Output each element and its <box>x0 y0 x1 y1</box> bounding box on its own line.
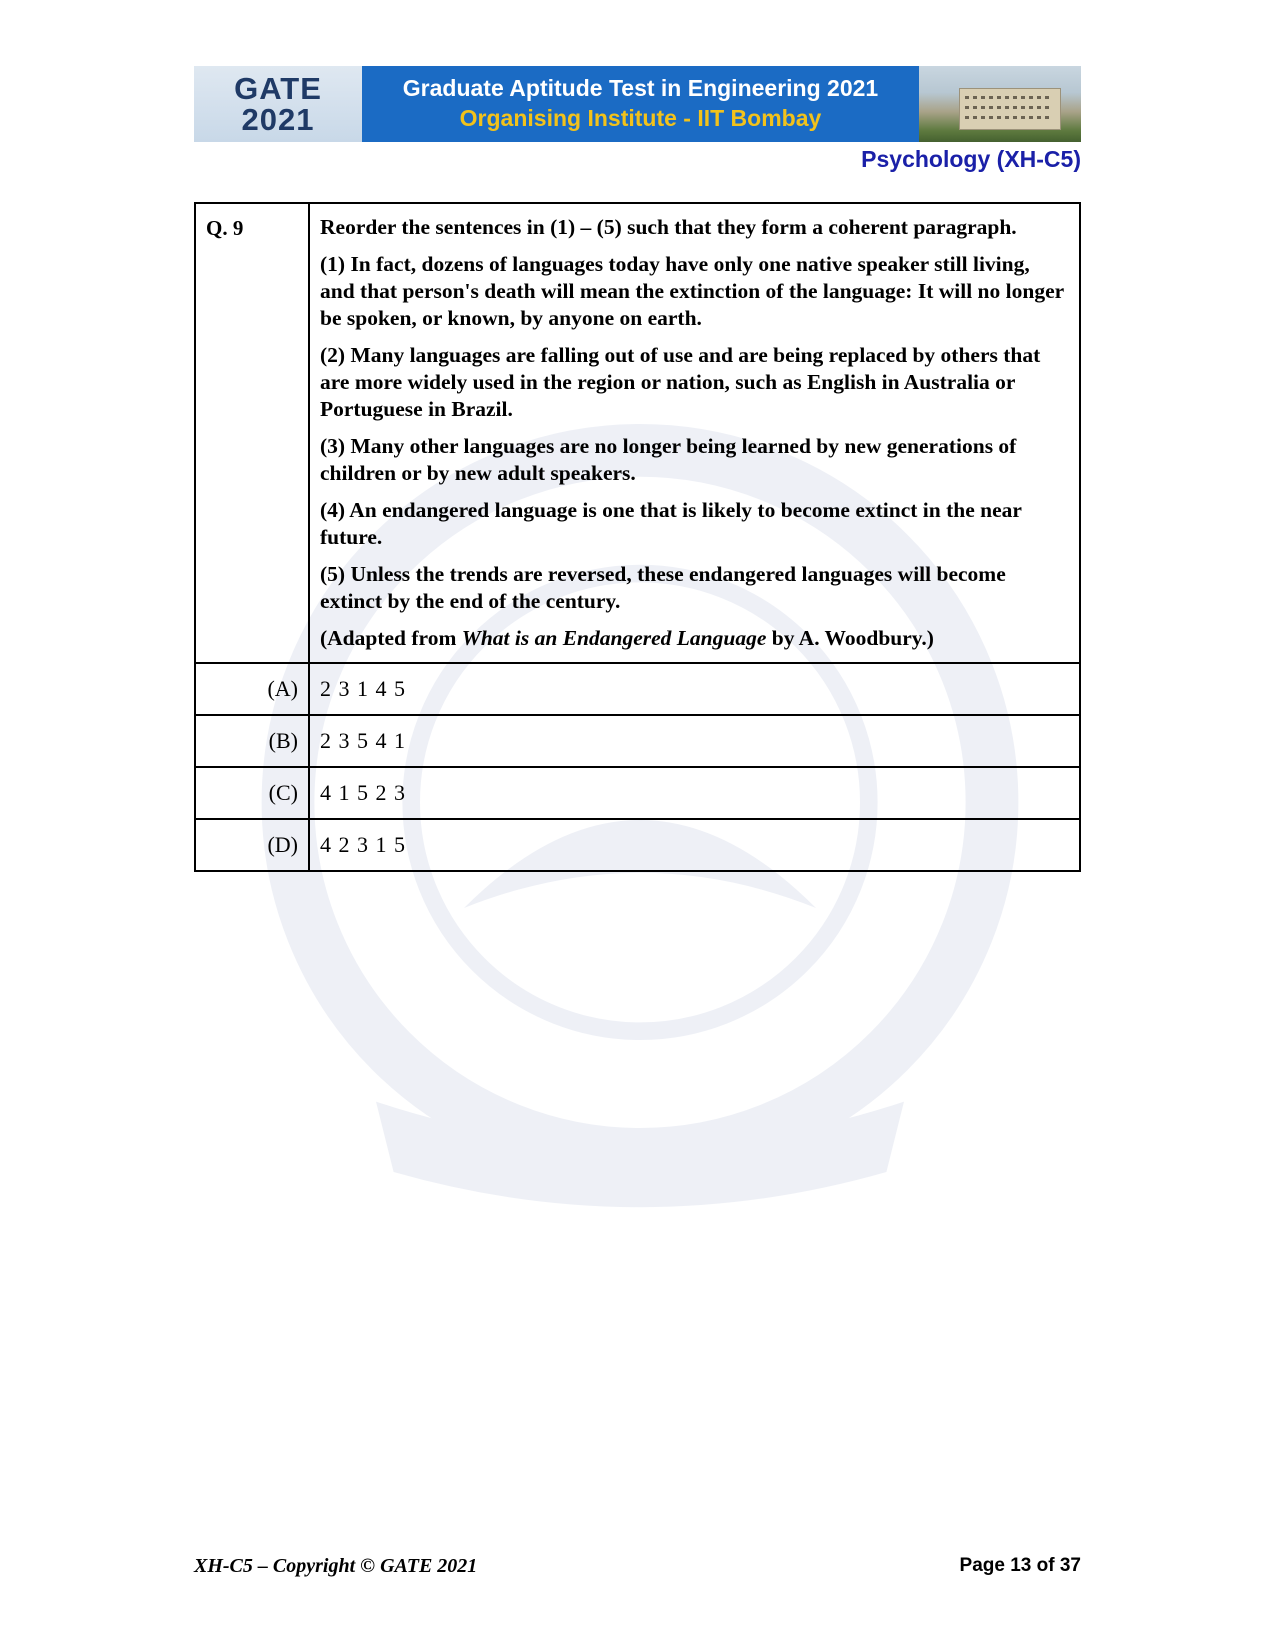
source-prefix: (Adapted from <box>320 626 462 650</box>
footer-page-number: Page 13 of 37 <box>959 1555 1081 1576</box>
question-table <box>194 202 1081 872</box>
subject-title: Psychology (XH-C5) <box>861 146 1081 172</box>
building-shape <box>959 88 1061 130</box>
question-number: Q. 9 <box>195 203 309 663</box>
sentence-1: (1) In fact, dozens of languages today have only one native speaker still living, and that person's death will mean the extinction of the language: It will no longer be spoken, or known, by anyone on earth. <box>320 252 1064 330</box>
option-row[interactable] <box>195 715 1080 767</box>
source-suffix: by A. Woodbury.) <box>766 626 934 650</box>
option-value: 4 1 5 2 3 <box>309 767 1080 819</box>
sentence-2: (2) Many languages are falling out of use and are being replaced by others that are more widely used in the region or nation, such as English in Australia or Portuguese in Brazil. <box>320 343 1041 421</box>
option-value: 2 3 5 4 1 <box>309 715 1080 767</box>
footer-copyright: XH-C5 – Copyright © GATE 2021 <box>194 1555 478 1577</box>
source-citation <box>320 625 1069 652</box>
option-label: (C) <box>195 767 309 819</box>
organiser-title: Organising Institute - IIT Bombay <box>459 105 822 131</box>
question-body <box>309 203 1080 663</box>
question-prompt: Reorder the sentences in (1) – (5) such that they form a coherent paragraph. <box>320 215 1017 239</box>
option-value: 4 2 3 1 5 <box>309 819 1080 871</box>
header-title-band <box>362 66 919 142</box>
logo-line1: GATE <box>234 71 322 106</box>
option-value: 2 3 1 4 5 <box>309 663 1080 715</box>
option-label: (D) <box>195 819 309 871</box>
sentence-5: (5) Unless the trends are reversed, these endangered languages will become extinct by the end of the century. <box>320 562 1006 613</box>
option-row[interactable] <box>195 819 1080 871</box>
question-row <box>195 203 1080 663</box>
sentence-4: (4) An endangered language is one that is likely to become extinct in the near future. <box>320 498 1022 549</box>
option-label: (B) <box>195 715 309 767</box>
source-title: What is an Endangered Language <box>461 626 767 650</box>
header-banner <box>194 66 1081 142</box>
logo-line2: 2021 <box>241 102 315 137</box>
building-windows <box>965 106 1053 109</box>
campus-photo <box>919 66 1081 142</box>
option-row[interactable] <box>195 663 1080 715</box>
building-windows <box>965 96 1053 99</box>
option-label: (A) <box>195 663 309 715</box>
gate-logo <box>194 66 362 142</box>
option-row[interactable] <box>195 767 1080 819</box>
building-windows <box>965 116 1053 119</box>
exam-title: Graduate Aptitude Test in Engineering 2021 <box>402 75 879 102</box>
sentence-3: (3) Many other languages are no longer being learned by new generations of children or by new adult speakers. <box>320 434 1017 485</box>
